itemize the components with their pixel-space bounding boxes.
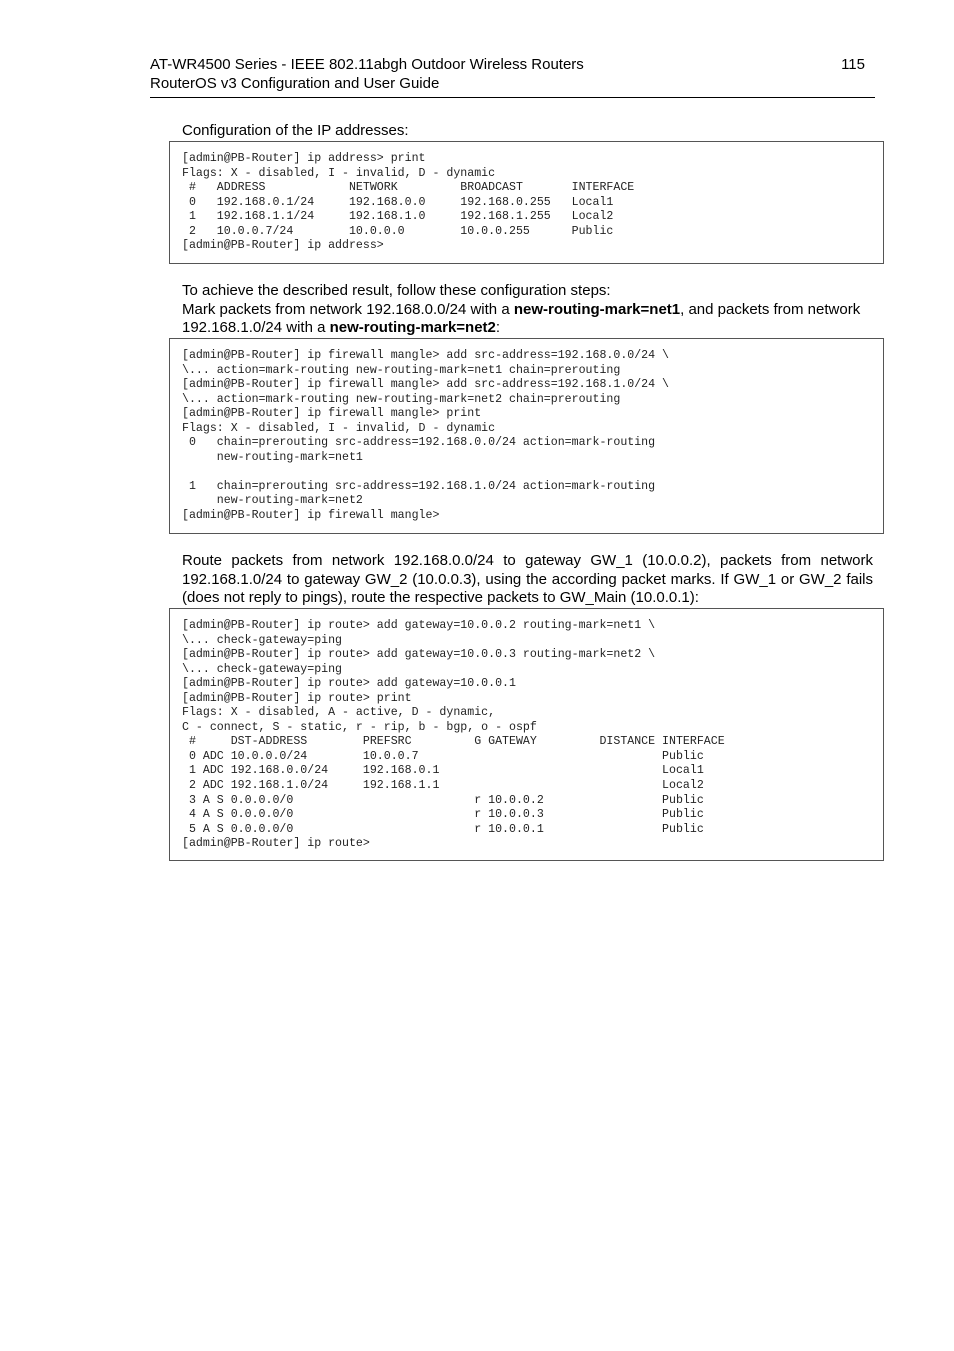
- page-number: 115: [841, 56, 865, 73]
- mark-text-post: :: [495, 319, 501, 336]
- route-packets-paragraph: Route packets from network 192.168.0.0/24 to gateway GW_1 (10.0.0.2), packets from network 192.168.1.0/24 to gateway GW_2 (10.0.0.3), using the according packet marks. If GW_1 or GW_2 fails (does not reply to pings), route the respective packets to GW_Main (10.0.0.1):: [182, 552, 873, 606]
- code-firewall-mangle: [admin@PB-Router] ip firewall mangle> add src-address=192.168.0.0/24 \ \... action=mark-routing new-routing-mark=net1 chain=prerouting [admin@PB-Router] ip firewall mangle> add src-address=192.168.1.0/24 \ \... action=mark-routing new-routing-mark=net2 chain=prerouting [admin@PB-Router] ip firewall mangle> print Flags: X - disabled, I - invalid, D - dynamic 0 chain=prerouting src-address=192.168.0.0/24 action=mark-routing new-routing-mark=net1 1 chain=prerouting src-address=192.168.1.0/24 action=mark-routing new-routing-mark=net2 [admin@PB-Router] ip firewall mangle>: [182, 349, 670, 523]
- code-ip-route: [admin@PB-Router] ip route> add gateway=10.0.0.2 routing-mark=net1 \ \... check-gateway=ping [admin@PB-Router] ip route> add gateway=10.0.0.3 routing-mark=net2 \ \... check-gateway=ping [admin@PB-Router] ip route> add gateway=10.0.0.1 [admin@PB-Router] ip route> print Flags: X - disabled, A - active, D - dynamic, C - connect, S - static, r - rip, b - bgp, o - ospf # DST-ADDRESS PREFSRC G GATEWAY DISTANCE INTERFACE 0 ADC 10.0.0.0/24 10.0.0.7 Public 1 ADC 192.168.0.0/24 192.168.0.1 Local1 2 ADC 192.168.1.0/24 192.168.1.1 Local2 3 A S 0.0.0.0/0 r 10.0.0.2 Public 4 A S 0.0.0.0/0 r 10.0.0.3 Public 5 A S 0.0.0.0/0 r 10.0.0.1 Public [admin@PB-Router] ip route>: [182, 619, 725, 851]
- mark-text-pre: Mark packets from network 192.168.0.0/24 with a: [182, 300, 514, 318]
- code-ip-address: [admin@PB-Router] ip address> print Flags: X - disabled, I - invalid, D - dynamic # ADDRESS NETWORK BROADCAST INTERFACE 0 192.168.0.1/24 192.168.0.0 192.168.0.255 Local1 1 192.168.1.1/24 192.168.1.0 192.168.1.255 Local2 2 10.0.0.7/24 10.0.0.0 10.0.0.255 Public [admin@PB-Router] ip address>: [182, 152, 635, 253]
- routing-mark-net1: new-routing-mark=net1: [513, 300, 681, 318]
- routing-mark-net2: new-routing-mark=net2: [329, 319, 496, 336]
- code-block-ip-route: [169, 608, 884, 861]
- code-block-ip-address: [169, 141, 884, 264]
- steps-intro: [182, 282, 873, 338]
- document-title: AT-WR4500 Series - IEEE 802.11abgh Outdoor Wireless Routers: [150, 56, 584, 73]
- code-block-firewall-mangle: [169, 338, 884, 534]
- ip-config-intro: Configuration of the IP addresses:: [182, 122, 409, 139]
- steps-intro-line: To achieve the described result, follow these configuration steps:: [182, 282, 611, 299]
- page-header: [150, 55, 875, 98]
- mark-text-mid: , and packets from network 192.168.1.0/24 with a: [182, 300, 861, 336]
- mark-packets-paragraph: [182, 301, 873, 338]
- document-subtitle: RouterOS v3 Configuration and User Guide: [150, 75, 440, 92]
